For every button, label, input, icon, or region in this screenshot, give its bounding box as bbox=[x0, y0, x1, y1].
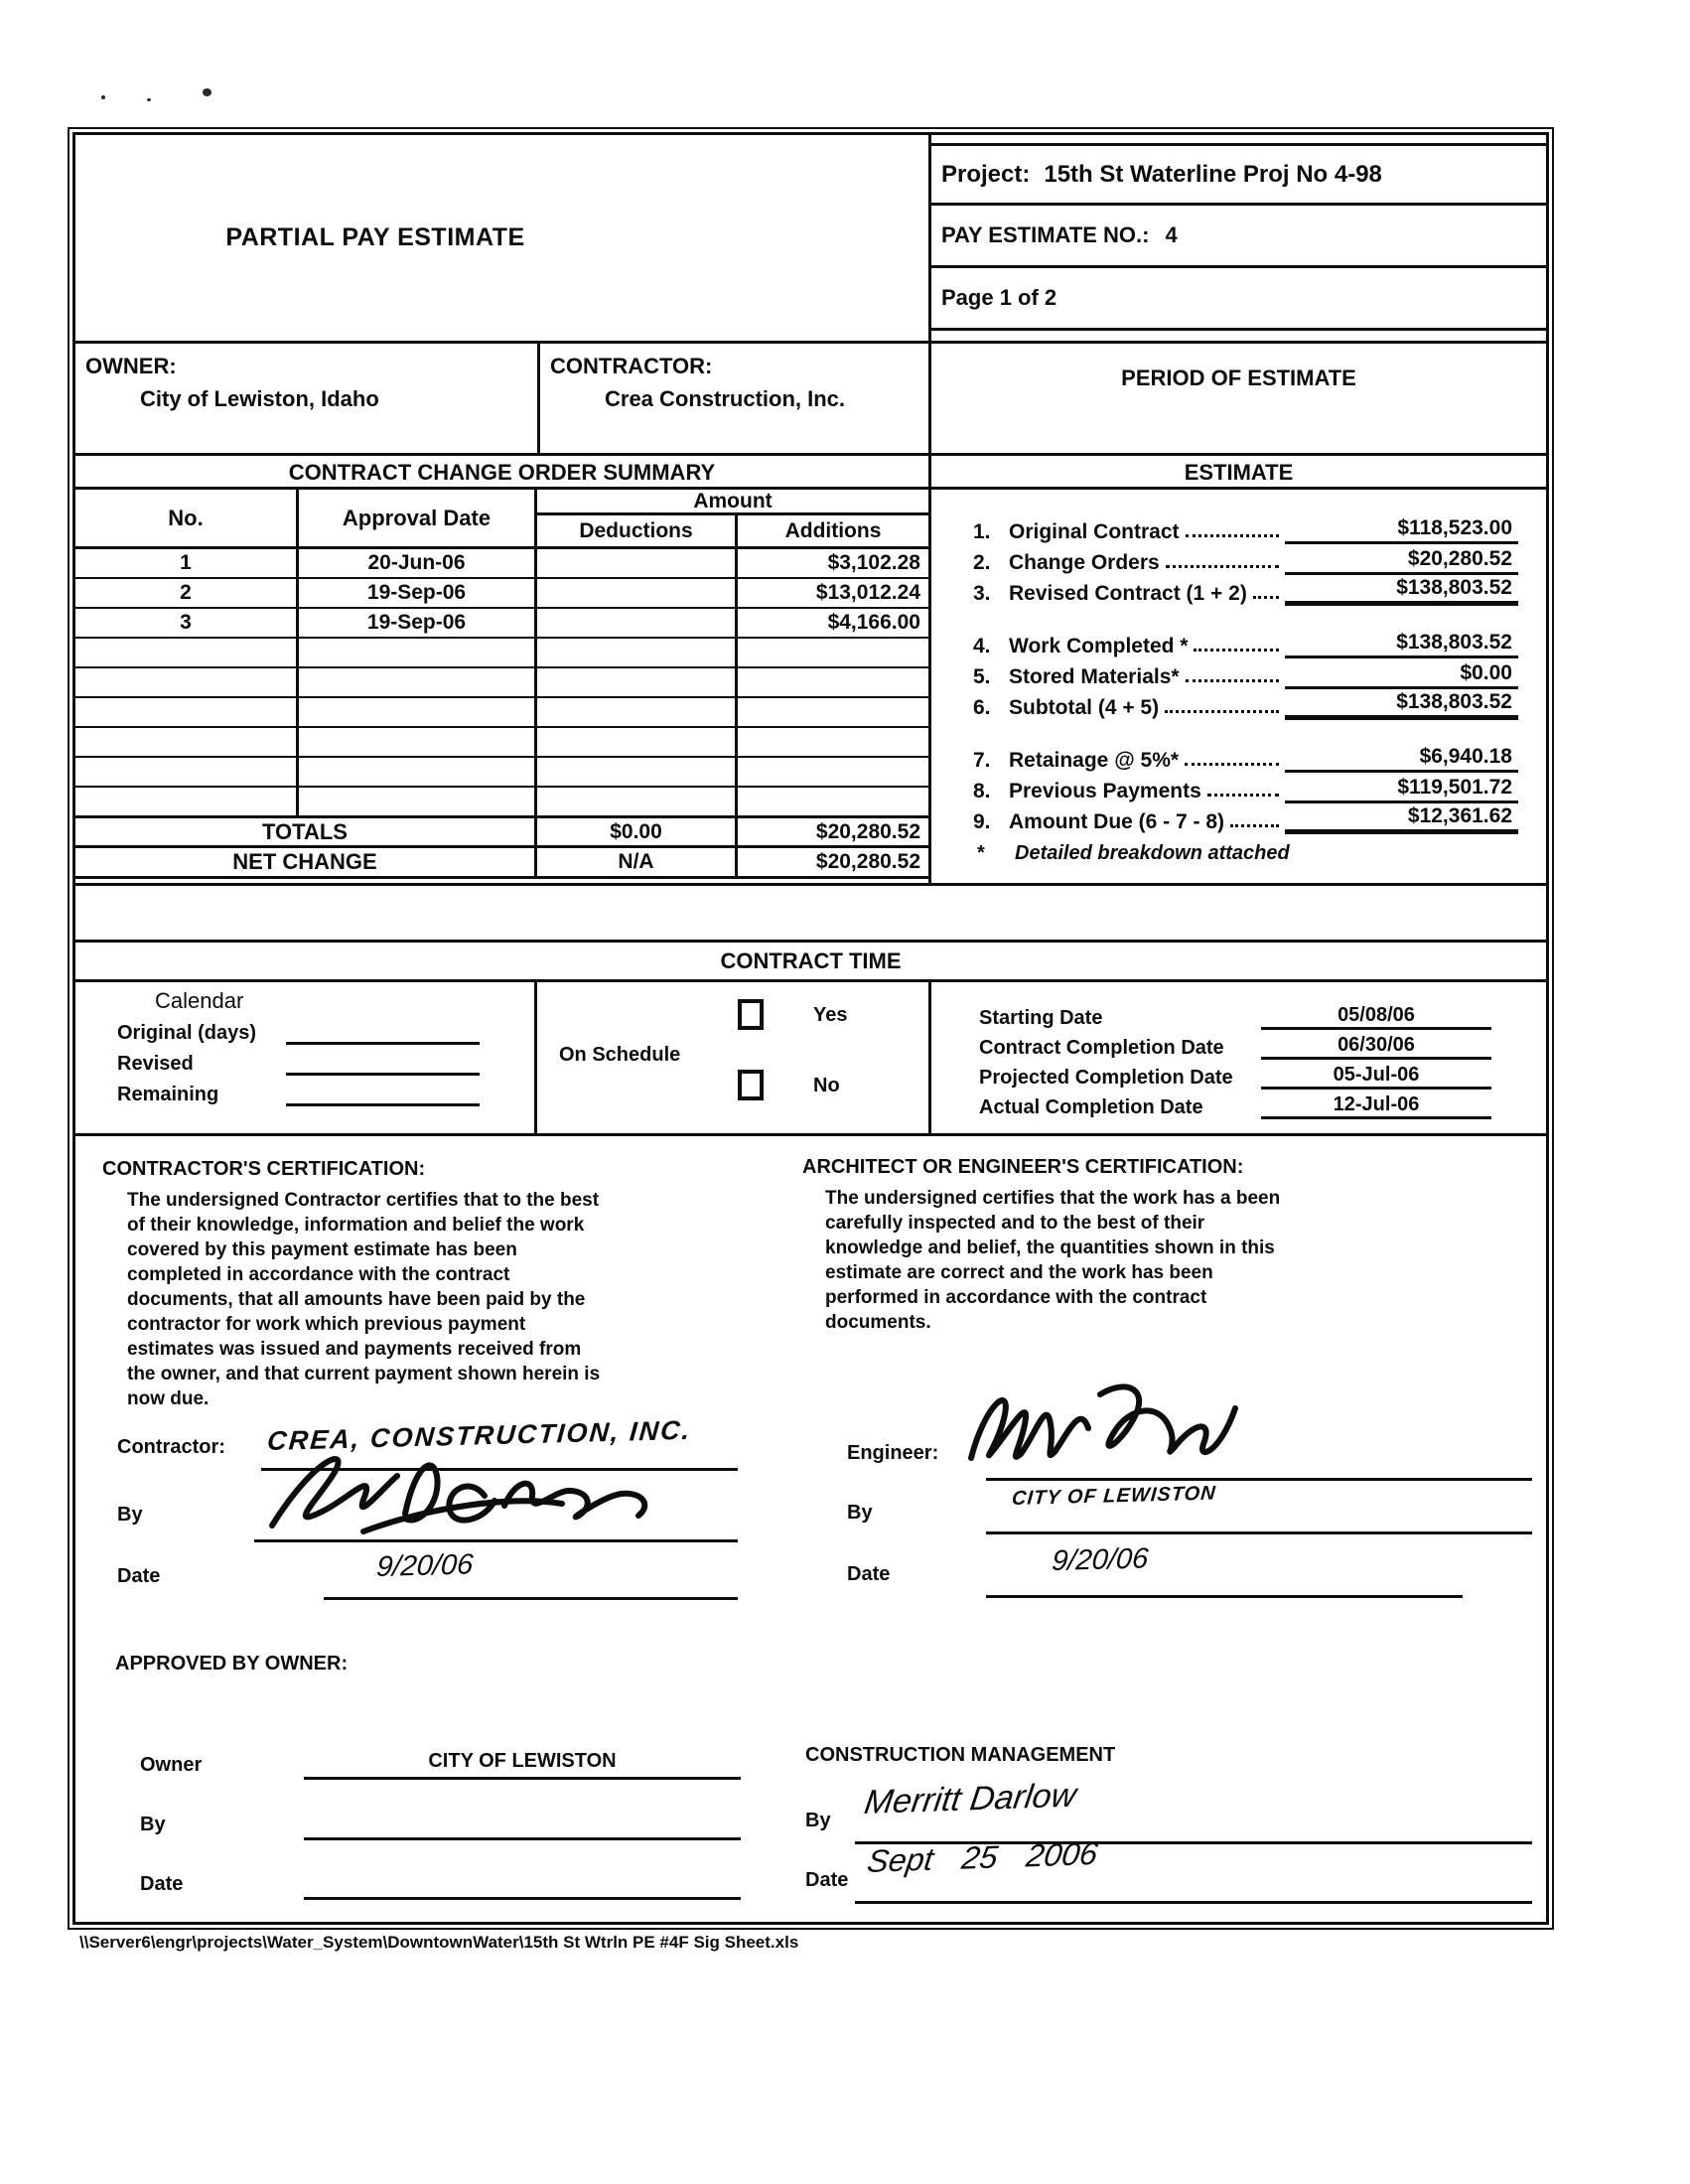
estimate-line: 7. Retainage @ 5%* $6,940.18 bbox=[973, 742, 1518, 773]
yes-label: Yes bbox=[813, 1004, 848, 1026]
cell-no: 3 bbox=[75, 609, 299, 637]
estimate-value: $12,361.62 bbox=[1285, 804, 1518, 834]
pay-estimate-form bbox=[72, 132, 1549, 1925]
table-row-empty bbox=[75, 728, 928, 758]
parties-band bbox=[75, 341, 1546, 453]
contract-time-title: CONTRACT TIME bbox=[720, 947, 902, 973]
engineer-certification-heading: ARCHITECT OR ENGINEER'S CERTIFICATION: bbox=[802, 1156, 1244, 1178]
scan-artifact-dot bbox=[101, 95, 105, 99]
period-of-estimate-label: PERIOD OF ESTIMATE bbox=[1121, 365, 1356, 390]
blank-fill-line bbox=[286, 1083, 480, 1106]
owner-by-label: By bbox=[140, 1814, 166, 1835]
cell-deduction bbox=[537, 609, 738, 637]
date-row: Starting Date 05/08/06 bbox=[931, 1000, 1546, 1030]
calendar-label: Calendar bbox=[155, 988, 244, 1013]
cm-date-line bbox=[855, 1901, 1532, 1904]
table-row-empty bbox=[75, 758, 928, 788]
owner-name: City of Lewiston, Idaho bbox=[140, 386, 379, 411]
spacer-band bbox=[75, 883, 1546, 940]
scan-artifact-dot bbox=[203, 88, 211, 96]
on-schedule-label: On Schedule bbox=[559, 1044, 681, 1066]
cell-approval-date: 19-Sep-06 bbox=[299, 609, 537, 637]
no-label: No bbox=[813, 1075, 840, 1096]
change-order-summary-table bbox=[75, 456, 931, 883]
date-row: Actual Completion Date 12-Jul-06 bbox=[931, 1090, 1546, 1119]
engineer-date-line bbox=[986, 1595, 1463, 1598]
cell-approval-date: 20-Jun-06 bbox=[299, 549, 537, 577]
on-schedule-yes-checkbox bbox=[738, 999, 764, 1030]
owner-date-line bbox=[304, 1897, 741, 1900]
dot-leader bbox=[1186, 534, 1279, 537]
owner-typed-name: CITY OF LEWISTON bbox=[428, 1750, 617, 1772]
form-title-cell bbox=[75, 135, 931, 341]
contract-time-body bbox=[75, 979, 1546, 1133]
on-schedule-no-checkbox bbox=[738, 1070, 764, 1100]
col-header-amount-group bbox=[537, 490, 928, 546]
change-order-table-header bbox=[75, 490, 928, 549]
cell-addition: $4,166.00 bbox=[827, 611, 920, 634]
estimate-value: $118,523.00 bbox=[1285, 516, 1518, 544]
contract-dates-cell bbox=[931, 982, 1546, 1133]
col-header-approval-date: Approval Date bbox=[299, 490, 537, 546]
estimate-value: $6,940.18 bbox=[1285, 745, 1518, 773]
contractor-date-handwritten: 9/20/06 bbox=[375, 1548, 475, 1584]
cm-by-label: By bbox=[805, 1810, 831, 1831]
header-band bbox=[75, 135, 1546, 341]
engineer-signature-image bbox=[949, 1373, 1247, 1482]
certifications-band bbox=[75, 1133, 1546, 1922]
estimate-value: $138,803.52 bbox=[1285, 690, 1518, 720]
dot-leader bbox=[1186, 679, 1279, 682]
estimate-line: 3. Revised Contract (1 + 2) $138,803.52 bbox=[973, 575, 1518, 606]
engineer-by-label: By bbox=[847, 1502, 873, 1524]
engineer-date-label: Date bbox=[847, 1563, 891, 1585]
engineer-date-handwritten: 9/20/06 bbox=[1051, 1542, 1150, 1578]
owner-sign-label: Owner bbox=[140, 1754, 203, 1776]
owner-by-line bbox=[304, 1837, 741, 1840]
table-row bbox=[75, 609, 928, 639]
cell-addition: $3,102.28 bbox=[827, 551, 920, 574]
dot-leader bbox=[1194, 649, 1279, 652]
table-row-empty bbox=[75, 639, 928, 668]
pay-estimate-no-label: PAY ESTIMATE NO.: bbox=[941, 222, 1150, 247]
estimate-list bbox=[931, 490, 1546, 865]
construction-management-heading: CONSTRUCTION MANAGEMENT bbox=[805, 1744, 1116, 1766]
contractor-certification-heading: CONTRACTOR'S CERTIFICATION: bbox=[102, 1158, 426, 1180]
calendar-row-revised: Revised bbox=[117, 1045, 534, 1076]
contractor-name: Crea Construction, Inc. bbox=[605, 386, 846, 411]
net-change-deduction: N/A bbox=[537, 848, 738, 876]
totals-label: TOTALS bbox=[75, 818, 537, 845]
date-value: 05-Jul-06 bbox=[1261, 1064, 1491, 1090]
col-header-amount: Amount bbox=[537, 490, 928, 515]
estimate-footnote: * Detailed breakdown attached bbox=[977, 842, 1290, 864]
estimate-line: 2. Change Orders $20,280.52 bbox=[973, 544, 1518, 575]
dot-leader bbox=[1253, 596, 1279, 599]
on-schedule-cell bbox=[537, 982, 931, 1133]
calendar-row-original: Original (days) bbox=[117, 1014, 534, 1045]
contractor-by-signature-image bbox=[254, 1434, 681, 1543]
cm-date-handwritten: Sept 25 2006 bbox=[865, 1834, 1100, 1880]
totals-row bbox=[75, 817, 928, 848]
engineer-by-handwritten: CITY OF LEWISTON bbox=[1011, 1482, 1217, 1511]
scan-artifact-dot bbox=[147, 98, 151, 101]
date-row: Contract Completion Date 06/30/06 bbox=[931, 1030, 1546, 1060]
cell-addition: $13,012.24 bbox=[815, 581, 920, 604]
estimate-line: 6. Subtotal (4 + 5) $138,803.52 bbox=[973, 689, 1518, 720]
cell-no: 1 bbox=[75, 549, 299, 577]
net-change-label: NET CHANGE bbox=[75, 848, 537, 876]
estimate-line: 8. Previous Payments $119,501.72 bbox=[973, 773, 1518, 803]
change-order-summary-title: CONTRACT CHANGE ORDER SUMMARY bbox=[75, 456, 928, 490]
estimate-line: 9. Amount Due (6 - 7 - 8) $12,361.62 bbox=[973, 803, 1518, 834]
blank-fill-line bbox=[286, 1021, 480, 1045]
contractor-by-label: By bbox=[117, 1504, 143, 1526]
cell-approval-date: 19-Sep-06 bbox=[299, 579, 537, 607]
blank-fill-line bbox=[286, 1052, 480, 1076]
owner-label: OWNER: bbox=[85, 354, 177, 378]
estimate-value: $138,803.52 bbox=[1285, 631, 1518, 658]
dot-leader bbox=[1230, 824, 1279, 827]
file-path-footer: \\Server6\engr\projects\Water_System\DowntownWater\15th St Wtrln PE #4F Sig Sheet.xls bbox=[79, 1933, 799, 1952]
main-band bbox=[75, 453, 1546, 883]
date-value: 05/08/06 bbox=[1261, 1004, 1491, 1030]
estimate-value: $20,280.52 bbox=[1285, 547, 1518, 575]
page-title: PARTIAL PAY ESTIMATE bbox=[225, 223, 525, 251]
contractor-by-line bbox=[254, 1539, 738, 1542]
date-value: 06/30/06 bbox=[1261, 1034, 1491, 1060]
contractor-date-label: Date bbox=[117, 1565, 161, 1587]
cm-by-handwritten: Merritt Darlow bbox=[862, 1776, 1079, 1822]
calendar-row-remaining: Remaining bbox=[117, 1076, 534, 1106]
page-number: Page 1 of 2 bbox=[941, 285, 1057, 310]
dot-leader bbox=[1207, 794, 1279, 797]
contractor-name-handwritten: CREA, CONSTRUCTION, INC. bbox=[266, 1414, 693, 1457]
table-row bbox=[75, 549, 928, 579]
dot-leader bbox=[1165, 710, 1279, 713]
contractor-cell bbox=[540, 344, 931, 453]
col-header-no: No. bbox=[75, 490, 299, 546]
engineer-sign-line bbox=[986, 1478, 1532, 1481]
approved-by-owner-heading: APPROVED BY OWNER: bbox=[115, 1653, 349, 1674]
cell-no: 2 bbox=[75, 579, 299, 607]
estimate-title: ESTIMATE bbox=[931, 456, 1546, 490]
contract-time-title-bar bbox=[75, 940, 1546, 979]
net-change-addition: $20,280.52 bbox=[815, 850, 920, 873]
page-number-cell bbox=[931, 268, 1546, 331]
owner-date-label: Date bbox=[140, 1873, 184, 1895]
engineer-sign-label: Engineer: bbox=[847, 1442, 939, 1464]
estimate-line: 1. Original Contract $118,523.00 bbox=[973, 513, 1518, 544]
dot-leader bbox=[1166, 565, 1279, 568]
totals-deduction: $0.00 bbox=[537, 818, 738, 845]
owner-sign-line bbox=[304, 1777, 741, 1780]
estimate-section bbox=[931, 456, 1546, 883]
header-right-column bbox=[931, 135, 1546, 341]
project-value: 15th St Waterline Proj No 4-98 bbox=[1044, 160, 1382, 188]
table-row-empty bbox=[75, 698, 928, 728]
date-row: Projected Completion Date 05-Jul-06 bbox=[931, 1060, 1546, 1090]
pay-estimate-no-cell bbox=[931, 206, 1546, 268]
net-change-row bbox=[75, 848, 928, 879]
contractor-label: CONTRACTOR: bbox=[550, 354, 713, 378]
calendar-cell bbox=[75, 982, 537, 1133]
estimate-line: 4. Work Completed * $138,803.52 bbox=[973, 628, 1518, 658]
estimate-value: $119,501.72 bbox=[1285, 776, 1518, 803]
estimate-line: 5. Stored Materials* $0.00 bbox=[973, 658, 1518, 689]
table-row-empty bbox=[75, 668, 928, 698]
cell-deduction bbox=[537, 579, 738, 607]
engineer-by-line bbox=[986, 1531, 1532, 1534]
project-label: Project: bbox=[941, 160, 1031, 188]
estimate-value: $0.00 bbox=[1285, 661, 1518, 689]
contractor-date-line bbox=[324, 1597, 738, 1600]
totals-addition: $20,280.52 bbox=[815, 819, 920, 843]
pay-estimate-no-value: 4 bbox=[1165, 222, 1178, 247]
date-value: 12-Jul-06 bbox=[1261, 1093, 1491, 1119]
col-header-deductions: Deductions bbox=[537, 515, 738, 546]
dot-leader bbox=[1185, 763, 1279, 766]
cell-deduction bbox=[537, 549, 738, 577]
owner-cell bbox=[75, 344, 540, 453]
table-row-empty bbox=[75, 788, 928, 817]
cm-date-label: Date bbox=[805, 1869, 849, 1891]
col-header-additions: Additions bbox=[784, 518, 882, 542]
engineer-certification-text: The undersigned certifies that the work has a been carefully inspected and to the best of their knowledge and belief, the quantities shown in this estimate are correct and the work has been performed in accordance with the contract documents. bbox=[825, 1188, 1281, 1333]
contractor-certification-text: The undersigned Contractor certifies that to the best of their knowledge, information and belief the work covered by this payment estimate has been completed in accordance with the contract documents, that all amounts have been paid by the contractor for work which previous payment estimates was issued and payments received from the owner, and that current payment shown herein is now due. bbox=[127, 1190, 601, 1409]
project-cell bbox=[931, 143, 1546, 206]
contractor-sign-label: Contractor: bbox=[117, 1436, 225, 1458]
estimate-value: $138,803.52 bbox=[1285, 576, 1518, 606]
table-row bbox=[75, 579, 928, 609]
